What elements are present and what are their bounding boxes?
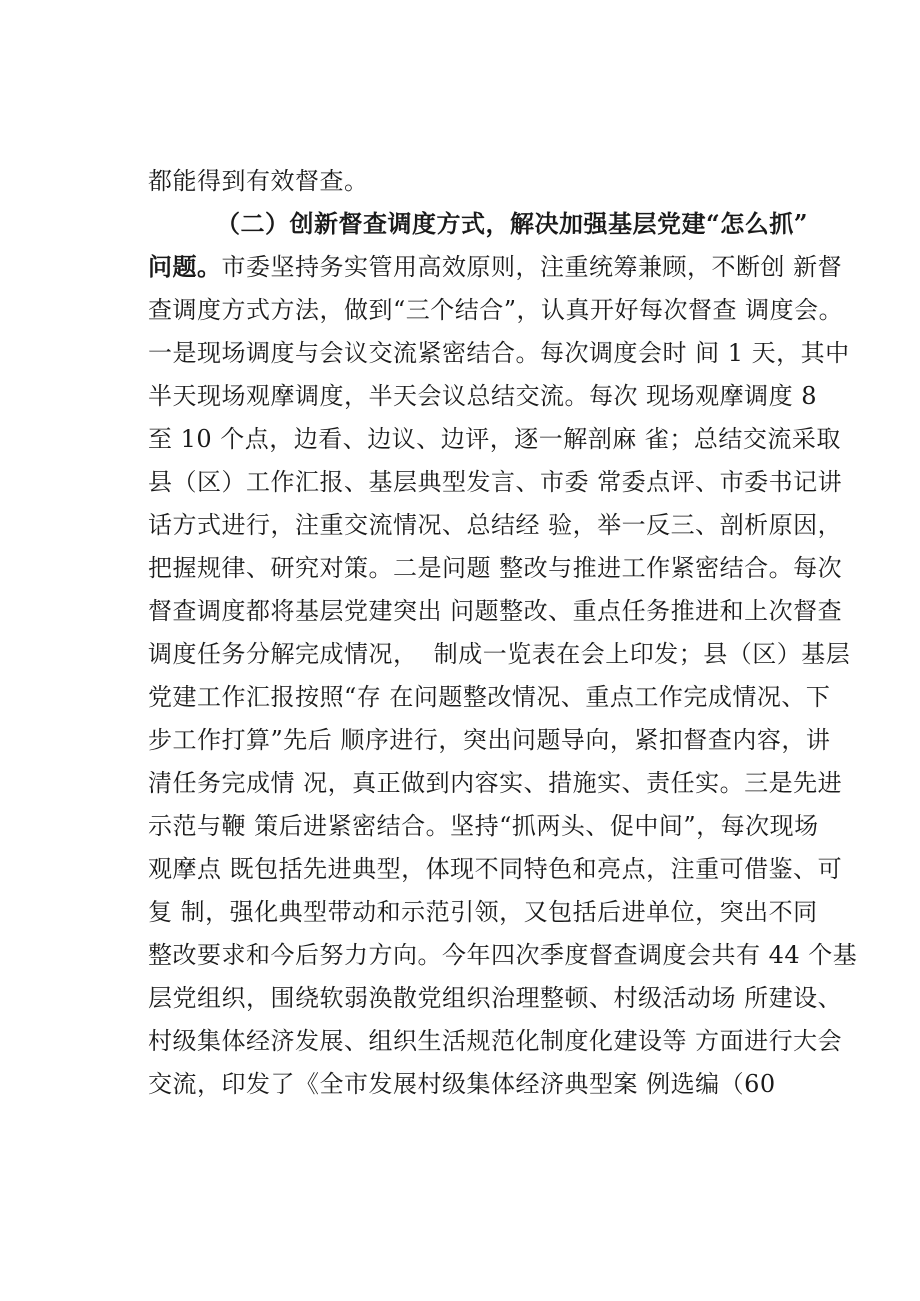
line-text: 至 10 个点，边看、边议、边评，逐一解剖麻 雀；总结交流采取 bbox=[148, 425, 841, 453]
section-heading bbox=[216, 209, 808, 239]
line-text: 示范与鞭 策后进紧密结合。坚持“抓两头、促中间”，每次现场 bbox=[148, 812, 819, 840]
text-line bbox=[148, 553, 842, 583]
line-text: 一是现场调度与会议交流紧密结合。每次调度会时 间 1 天，其中 bbox=[148, 339, 850, 367]
line-text: 查调度方式方法，做到“三个结合”，认真开好每次督查 调度会。 bbox=[148, 296, 844, 324]
text-line bbox=[148, 252, 842, 282]
text-line bbox=[148, 682, 830, 712]
text-line bbox=[148, 295, 843, 325]
text-line bbox=[148, 811, 819, 841]
text-line bbox=[148, 1069, 776, 1099]
line-text: 县（区）工作汇报、基层典型发言、市委 常委点评、市委书记讲 bbox=[148, 468, 843, 496]
line-text: 复 制，强化典型带动和示范引领，又包括后进单位，突出不同 bbox=[148, 898, 818, 926]
line-text: 党建工作汇报按照“存 在问题整改情况、重点工作完成情况、下 bbox=[148, 683, 831, 711]
line-text: 都能得到有效督查。 bbox=[148, 167, 369, 195]
text-line bbox=[148, 424, 841, 454]
line-text: 村级集体经济发展、组织生活规范化制度化建设等 方面进行大会 bbox=[148, 1027, 843, 1055]
text-line bbox=[148, 1026, 842, 1056]
text-line bbox=[148, 467, 842, 497]
text-line bbox=[148, 338, 850, 368]
text-line bbox=[148, 596, 842, 626]
line-text: 市委坚持务实管用高效原则，注重统筹兼顾，不断创 新督 bbox=[221, 253, 843, 281]
line-text: 步工作打算”先后 顺序进行，突出问题导向，紧扣督查内容，讲 bbox=[148, 726, 831, 754]
heading-text: （二）创新督查调度方式，解决加强基层党建“怎么抓” bbox=[216, 209, 809, 238]
line-text: 交流，印发了《全市发展村级集体经济典型案 例选编（60 bbox=[148, 1070, 776, 1098]
line-text: 半天现场观摩调度，半天会议总结交流。每次 现场观摩调度 8 bbox=[148, 382, 818, 410]
text-line bbox=[148, 768, 842, 798]
line-text: 清任务完成情 况，真正做到内容实、措施实、责任实。三是先进 bbox=[148, 769, 843, 797]
line-text: 整改要求和今后努力方向。今年四次季度督查调度会共有 44 个基 bbox=[148, 941, 858, 969]
text-line bbox=[148, 983, 842, 1013]
line-text: 督查调度都将基层党建突出 问题整改、重点任务推进和上次督查 bbox=[148, 597, 843, 625]
text-line bbox=[148, 897, 818, 927]
text-line bbox=[148, 725, 830, 755]
text-line bbox=[148, 381, 817, 411]
line-text: 层党组织，围绕软弱涣散党组织治理整顿、村级活动场 所建设、 bbox=[148, 984, 843, 1012]
text-line bbox=[148, 510, 842, 540]
text-line bbox=[148, 940, 857, 970]
line-text: 话方式进行，注重交流情况、总结经 验，举一反三、剖析原因， bbox=[148, 511, 843, 539]
text-line bbox=[148, 639, 850, 669]
line-text: 观摩点 既包括先进典型，体现不同特色和亮点，注重可借鉴、可 bbox=[148, 855, 843, 883]
line-text: 把握规律、研究对策。二是问题 整改与推进工作紧密结合。每次 bbox=[148, 554, 843, 582]
text-line bbox=[148, 166, 369, 196]
heading-text-end: 问题。 bbox=[148, 252, 222, 281]
text-line bbox=[148, 854, 842, 884]
line-text: 调度任务分解完成情况， 制成一览表在会上印发；县（区）基层 bbox=[148, 640, 851, 668]
